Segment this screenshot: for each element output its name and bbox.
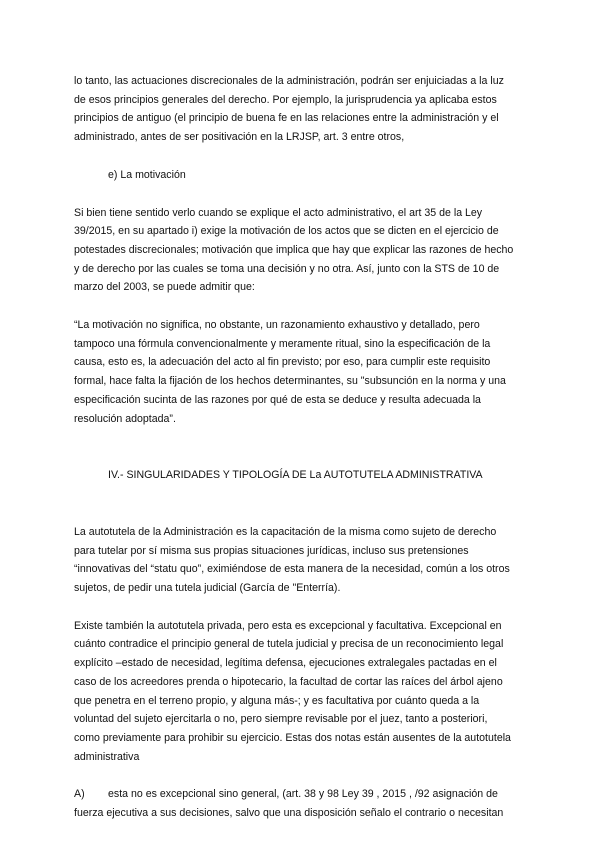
text-line: “innovativas del “statu quo”, eximiéndose de esta manera de la necesidad, común a los otros: [74, 563, 510, 576]
paragraph-autotutela-definicion: [74, 523, 526, 598]
text-line: voluntad del sujeto ejercitarla o no, pero siempre revisable por el juez, tanto a posteriori,: [74, 713, 488, 726]
text-line: potestades discrecionales; motivación que implica que hay que explicar las razones de hecho: [74, 243, 514, 256]
text-line: y de derecho por las cuales se toma una decisión y no otra. Así, junto con la STS de 10 de: [74, 262, 500, 275]
text-line: 39/2015, en su apartado i) exige la motivación de los actos que se dicten en el ejercicio de: [74, 225, 499, 238]
text-line: sujetos, de pedir una tutela judicial (García de "Enterría).: [74, 582, 341, 595]
paragraph-discrecionales: [74, 72, 526, 147]
text-line: para tutelar por sí misma sus propias situaciones jurídicas, incluso sus pretensiones: [74, 544, 469, 557]
text-line: Existe también la autotutela privada, pero esta es excepcional y facultativa. Excepcional en: [74, 619, 502, 632]
document-body: [74, 72, 526, 823]
paragraph-autotutela-privada: [74, 617, 526, 767]
list-item-text: esta no es excepcional sino general, (art. 38 y 98 Ley 39 , 2015 , /92 asignación de: [108, 788, 498, 801]
quote-sts: [74, 316, 526, 428]
text-line: administrativa: [74, 750, 140, 763]
text-line: formal, hace falta la fijación de los hechos determinantes, su "subsunción en la norma y una: [74, 375, 506, 388]
heading-singularidades: IV.- SINGULARIDADES Y TIPOLOGÍA DE La AUTOTUTELA ADMINISTRATIVA: [108, 469, 483, 482]
list-marker: A): [74, 788, 85, 801]
text-line: especificación sucinta de las razones por qué de esta se deduce y resulta adecuada la: [74, 393, 481, 406]
list-item-a: [74, 785, 526, 822]
text-line: tampoco una fórmula convencionalmente y meramente ritual, sino la especificación de la: [74, 337, 491, 350]
text-line: “La motivación no significa, no obstante, un razonamiento exhaustivo y detallado, pero: [74, 319, 480, 332]
text-line: Si bien tiene sentido verlo cuando se explique el acto administrativo, el art 35 de la Ley: [74, 206, 483, 219]
text-line: principios de antiguo (el principio de buena fe en las relaciones entre la administración y el: [74, 112, 499, 125]
text-line: [74, 785, 526, 804]
text-line: que penetra en el terreno propio, y alguna más-; y es facultativa por cuánto queda a la: [74, 694, 480, 707]
text-line: explícito –estado de necesidad, legítima defensa, ejecuciones extralegales pactadas en el: [74, 657, 497, 670]
text-line: cuánto contradice el principio general de tutela judicial y precisa de un reconocimiento legal: [74, 638, 504, 651]
text-line: de esos principios generales del derecho. Por ejemplo, la jurisprudencia ya aplicaba estos: [74, 93, 497, 106]
paragraph-motivacion: [74, 204, 526, 298]
heading-la-motivacion: e) La motivación: [108, 168, 186, 181]
text-line: administrado, antes de ser positivación en la LRJSP, art. 3 entre otros,: [74, 131, 405, 144]
text-line: causa, esto es, la adecuación del acto al fin previsto; por eso, para cumplir este requisito: [74, 356, 491, 369]
text-line: La autotutela de la Administración es la capacitación de la misma como sujeto de derecho: [74, 525, 497, 538]
text-line: como previamente para prohibir su ejercicio. Estas dos notas están ausentes de la autotutela: [74, 731, 511, 744]
text-line: caso de los acreedores prenda o hipotecario, la facultad de cortar las raíces del árbol ajeno: [74, 675, 503, 688]
text-line: marzo del 2003, se puede admitir que:: [74, 281, 255, 294]
text-line: fuerza ejecutiva a sus decisiones, salvo que una disposición señalo el contrario o necesitan: [74, 807, 504, 820]
text-line: resolución adoptada”.: [74, 412, 176, 425]
text-line: lo tanto, las actuaciones discrecionales de la administración, podrán ser enjuiciadas a la luz: [74, 75, 504, 87]
